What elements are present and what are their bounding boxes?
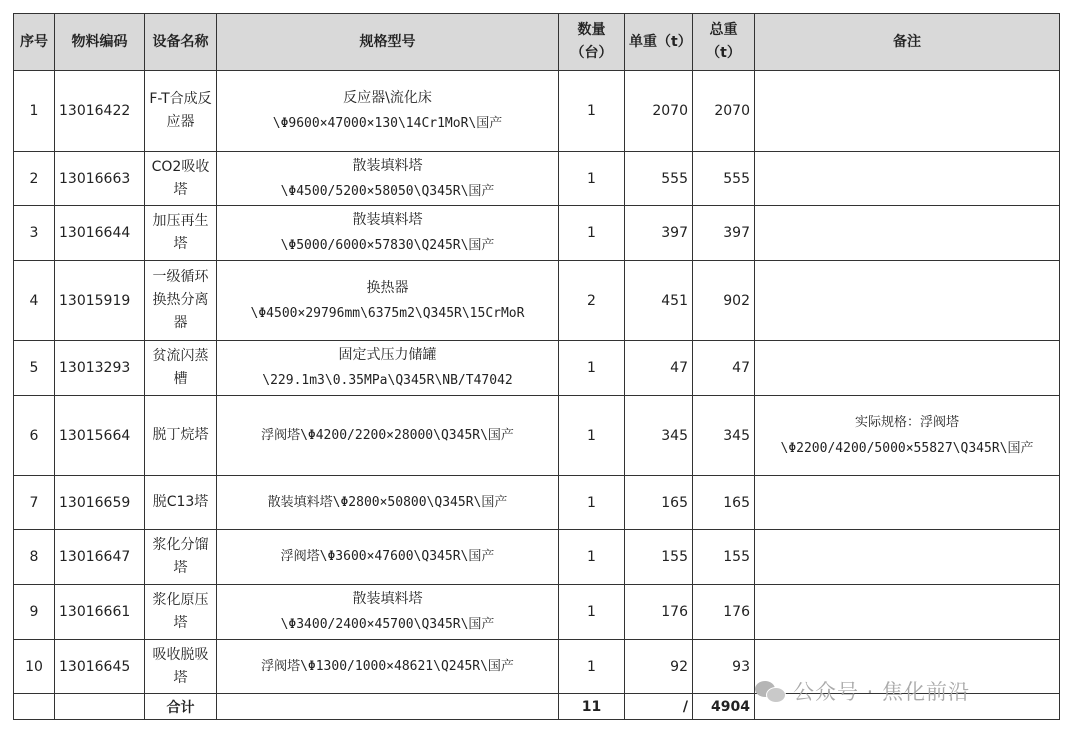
cell-qty: 1 (559, 206, 625, 261)
equipment-table (13, 13, 1060, 720)
spec-detail: 散装填料塔\Φ2800×50800\Q345R\国产 (267, 494, 508, 510)
cell-qty: 1 (559, 476, 625, 530)
cell-remark (755, 261, 1060, 341)
cell-code: 13016644 (55, 206, 145, 261)
cell-seq: 9 (14, 585, 55, 640)
cell-name: 脱C13塔 (145, 476, 217, 530)
cell-qty: 1 (559, 152, 625, 206)
total-unit: / (625, 694, 693, 720)
spec-detail: \229.1m3\0.35MPa\Q345R\NB/T47042 (262, 373, 513, 388)
cell-name: 一级循环换热分离器 (145, 261, 217, 341)
spec-detail: 浮阀塔\Φ4200/2200×28000\Q345R\国产 (261, 427, 514, 443)
header-name: 设备名称 (145, 14, 217, 71)
cell-total-weight: 155 (693, 530, 755, 585)
spec-detail: 浮阀塔\Φ3600×47600\Q345R\国产 (280, 549, 495, 564)
cell-name: 脱丁烷塔 (145, 396, 217, 476)
cell-code: 13016659 (55, 476, 145, 530)
cell-name: 浆化分馏塔 (145, 530, 217, 585)
cell-seq: 7 (14, 476, 55, 530)
cell-remark (755, 530, 1060, 585)
cell-unit-weight: 555 (625, 152, 693, 206)
cell-code: 13015919 (55, 261, 145, 341)
cell-unit-weight: 345 (625, 396, 693, 476)
cell-remark (755, 206, 1060, 261)
header-qty: 数量（台） (559, 14, 625, 71)
cell-total-weight: 47 (693, 341, 755, 396)
spec-type: 散装填料塔 (352, 212, 423, 228)
cell-name: 吸收脱吸塔 (145, 640, 217, 694)
cell-code: 13013293 (55, 341, 145, 396)
cell-qty: 1 (559, 396, 625, 476)
total-empty-spec (217, 694, 559, 720)
cell-qty: 1 (559, 71, 625, 152)
cell-seq: 4 (14, 261, 55, 341)
table-row (14, 396, 1060, 476)
cell-spec (217, 206, 559, 261)
table-row (14, 71, 1060, 152)
cell-spec (217, 152, 559, 206)
cell-total-weight: 2070 (693, 71, 755, 152)
cell-seq: 1 (14, 71, 55, 152)
table-row (14, 476, 1060, 530)
cell-total-weight: 176 (693, 585, 755, 640)
spec-detail: \Φ4500/5200×58050\Q345R\国产 (280, 183, 495, 199)
total-empty-seq (14, 694, 55, 720)
cell-total-weight: 555 (693, 152, 755, 206)
cell-code: 13016661 (55, 585, 145, 640)
spec-detail: \Φ3400/2400×45700\Q345R\国产 (280, 617, 495, 632)
cell-name: 贫流闪蒸槽 (145, 341, 217, 396)
cell-spec (217, 585, 559, 640)
spec-type: 固定式压力储罐 (338, 347, 437, 363)
header-row (14, 14, 1060, 71)
table-row (14, 585, 1060, 640)
cell-unit-weight: 2070 (625, 71, 693, 152)
header-remark: 备注 (755, 14, 1060, 71)
cell-seq: 5 (14, 341, 55, 396)
cell-remark (755, 341, 1060, 396)
total-label: 合计 (145, 694, 217, 720)
cell-code: 13016647 (55, 530, 145, 585)
cell-seq: 6 (14, 396, 55, 476)
cell-seq: 10 (14, 640, 55, 694)
cell-seq: 3 (14, 206, 55, 261)
spec-detail: \Φ5000/6000×57830\Q245R\国产 (280, 238, 495, 253)
table-row (14, 261, 1060, 341)
spec-detail: 浮阀塔\Φ1300/1000×48621\Q245R\国产 (261, 658, 514, 674)
cell-spec (217, 341, 559, 396)
total-qty: 11 (559, 694, 625, 720)
table-row (14, 206, 1060, 261)
cell-remark (755, 152, 1060, 206)
header-spec: 规格型号 (217, 14, 559, 71)
cell-spec (217, 640, 559, 694)
spec-detail: \Φ9600×47000×130\14Cr1MoR\国产 (272, 116, 503, 131)
cell-qty: 1 (559, 640, 625, 694)
cell-unit-weight: 397 (625, 206, 693, 261)
cell-name: CO2吸收塔 (145, 152, 217, 206)
cell-qty: 2 (559, 261, 625, 341)
cell-spec (217, 261, 559, 341)
spec-detail: \Φ4500×29796mm\6375m2\Q345R\15CrMoR (250, 305, 525, 321)
cell-total-weight: 345 (693, 396, 755, 476)
cell-remark (755, 71, 1060, 152)
watermark (755, 676, 970, 706)
spec-type: 散装填料塔 (352, 157, 423, 174)
total-weight: 4904 (693, 694, 755, 720)
cell-seq: 8 (14, 530, 55, 585)
cell-code: 13015664 (55, 396, 145, 476)
cell-unit-weight: 165 (625, 476, 693, 530)
cell-name: 浆化原压塔 (145, 585, 217, 640)
table-row (14, 530, 1060, 585)
header-seq: 序号 (14, 14, 55, 71)
cell-name: F-T合成反应器 (145, 71, 217, 152)
cell-code: 13016645 (55, 640, 145, 694)
total-empty-code (55, 694, 145, 720)
watermark-text: 公众号 · 焦化前沿 (793, 680, 971, 704)
cell-total-weight: 93 (693, 640, 755, 694)
cell-qty: 1 (559, 585, 625, 640)
header-total-weight: 总重（t） (693, 14, 755, 71)
cell-seq: 2 (14, 152, 55, 206)
header-code: 物料编码 (55, 14, 145, 71)
spec-type: 散装填料塔 (352, 591, 423, 607)
cell-total-weight: 902 (693, 261, 755, 341)
cell-unit-weight: 92 (625, 640, 693, 694)
cell-code: 13016663 (55, 152, 145, 206)
cell-unit-weight: 176 (625, 585, 693, 640)
cell-unit-weight: 47 (625, 341, 693, 396)
cell-total-weight: 397 (693, 206, 755, 261)
cell-remark (755, 585, 1060, 640)
cell-unit-weight: 451 (625, 261, 693, 341)
header-unit-weight: 单重（t） (625, 14, 693, 71)
spec-type: 反应器\流化床 (343, 90, 432, 106)
cell-spec (217, 476, 559, 530)
cell-spec (217, 71, 559, 152)
wechat-icon (755, 679, 785, 703)
spec-type: 换热器 (366, 279, 409, 296)
cell-spec (217, 396, 559, 476)
cell-spec (217, 530, 559, 585)
cell-qty: 1 (559, 341, 625, 396)
cell-remark: 实际规格：浮阀塔\Φ2200/4200/5000×55827\Q345R\国产 (755, 396, 1060, 476)
cell-total-weight: 165 (693, 476, 755, 530)
cell-unit-weight: 155 (625, 530, 693, 585)
table-row (14, 341, 1060, 396)
table-row (14, 152, 1060, 206)
cell-code: 13016422 (55, 71, 145, 152)
cell-remark (755, 476, 1060, 530)
cell-name: 加压再生塔 (145, 206, 217, 261)
cell-qty: 1 (559, 530, 625, 585)
